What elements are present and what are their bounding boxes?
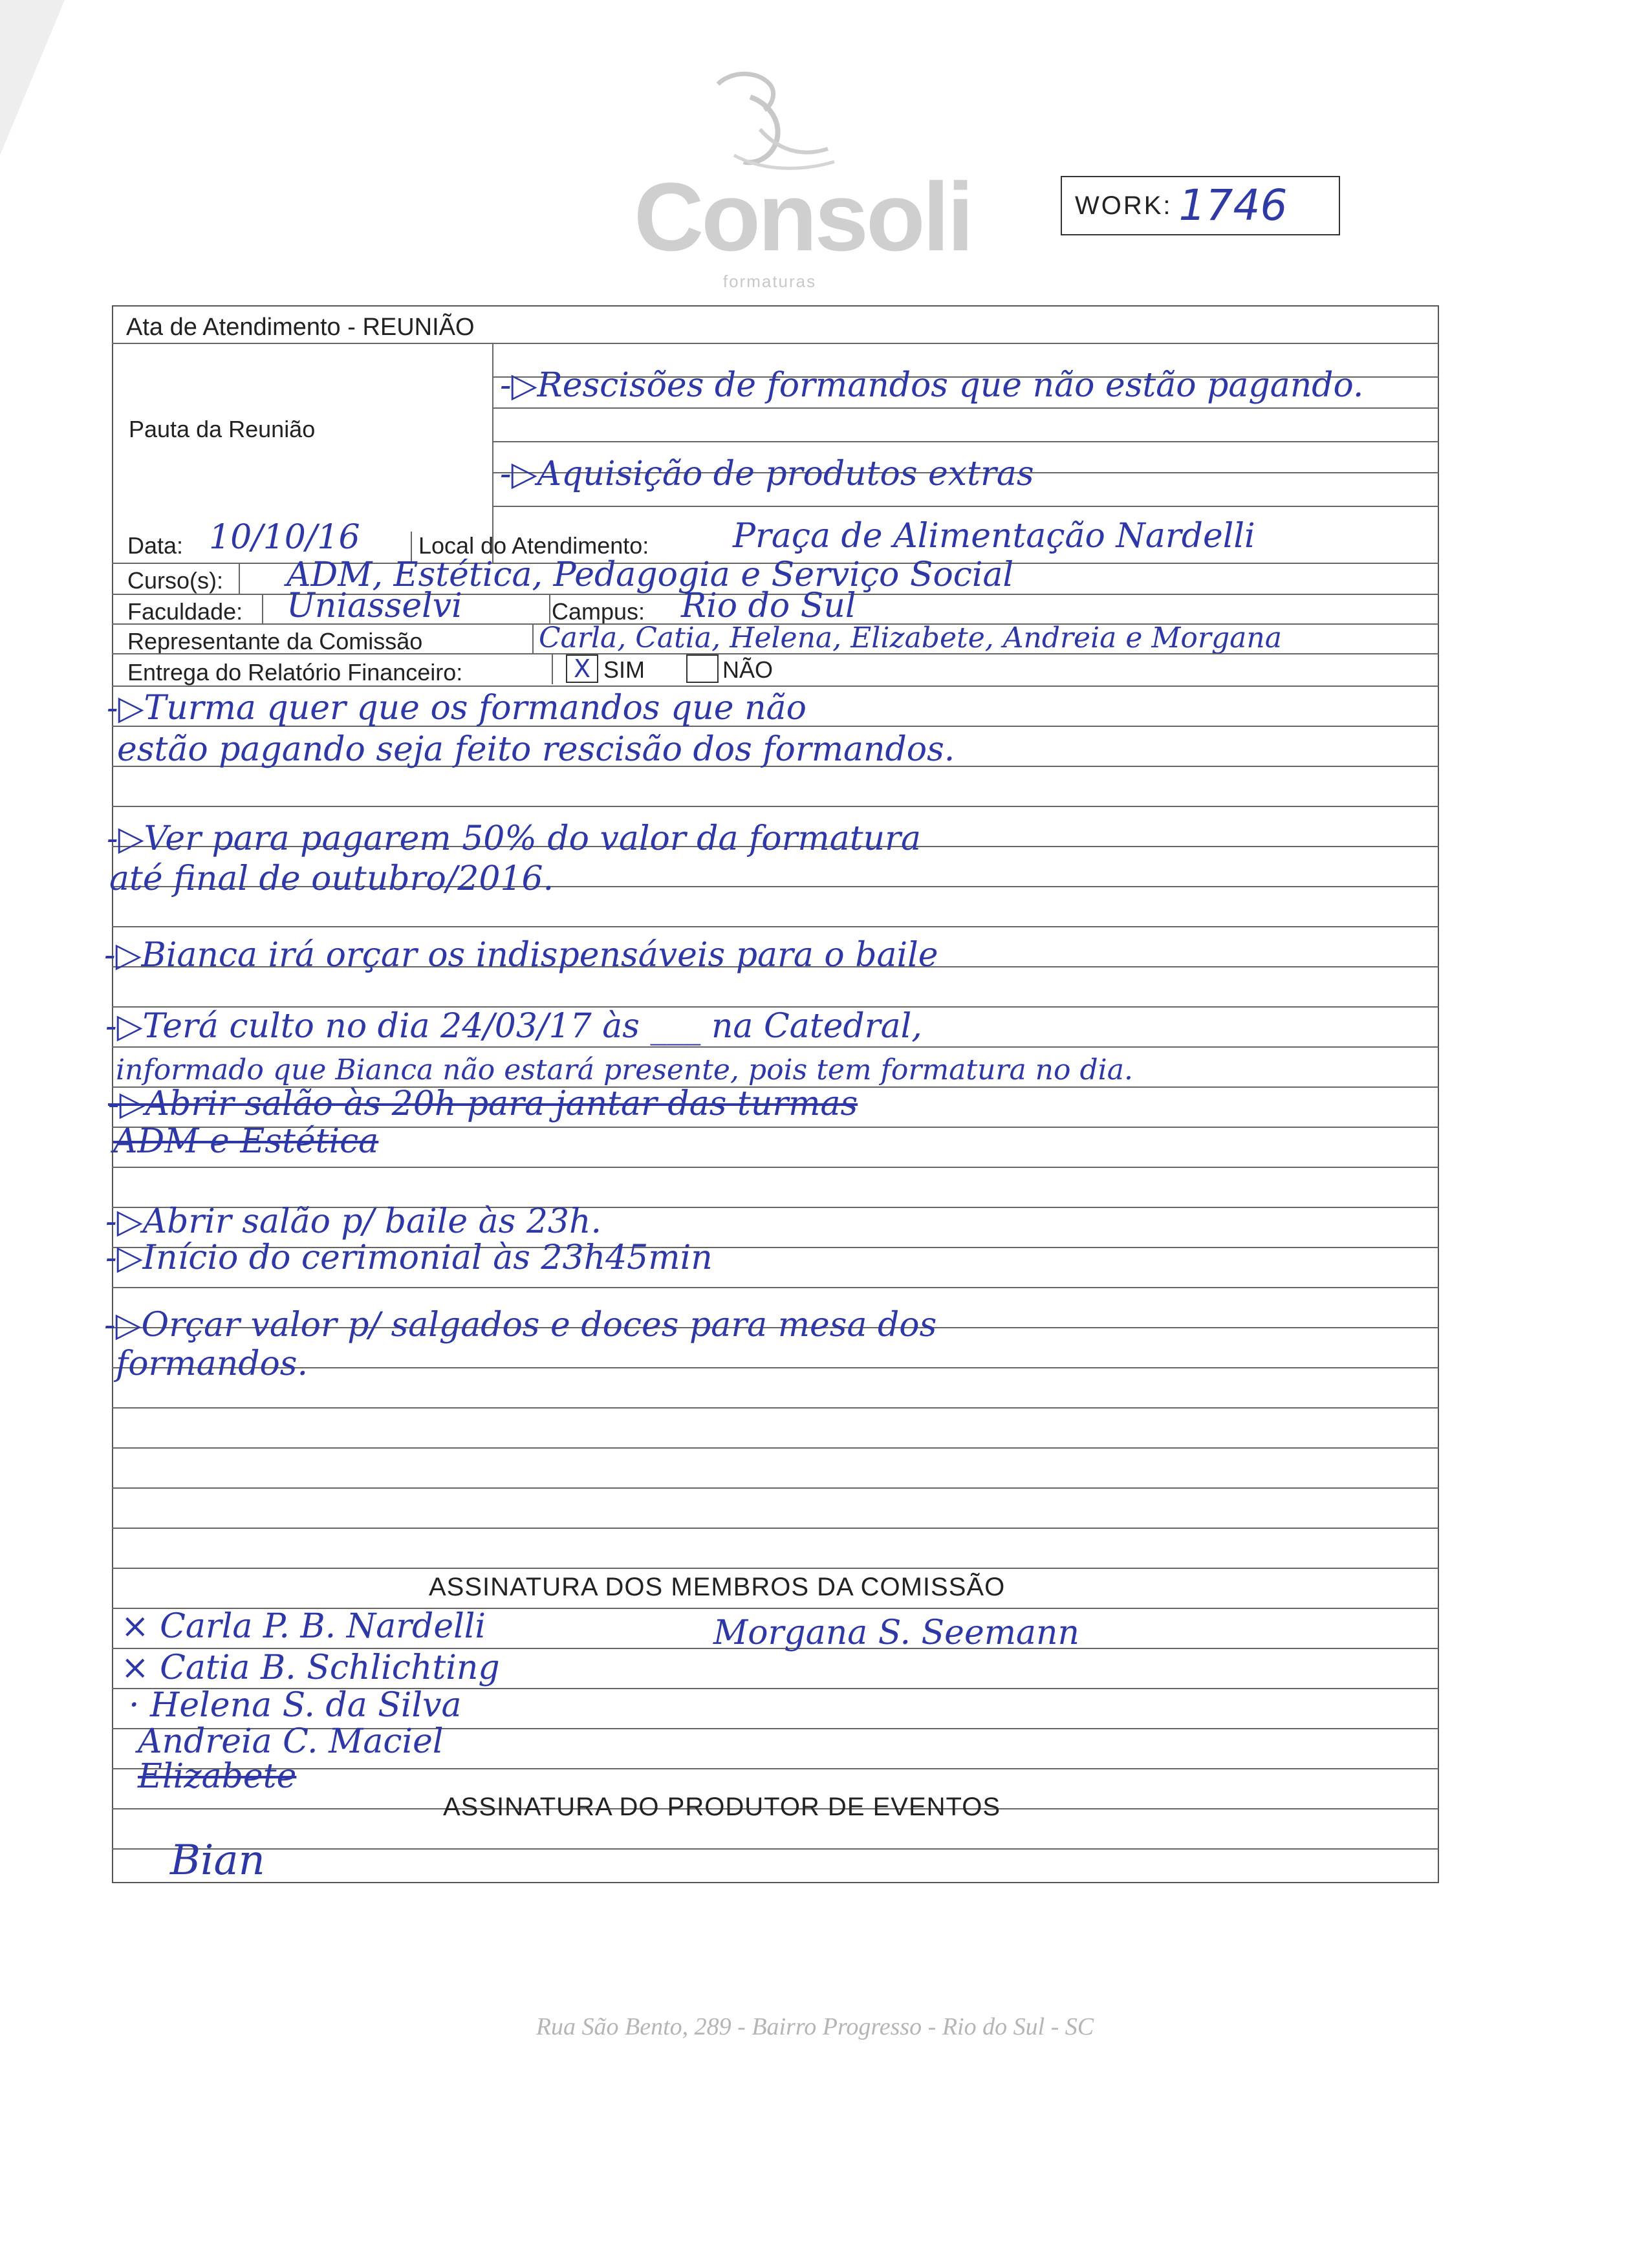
work-label: WORK: [1075, 191, 1173, 220]
ruled-line [112, 1568, 1439, 1569]
local-label: Local do Atendimento: [418, 532, 649, 559]
note-line[interactable]: formandos. [116, 1345, 309, 1383]
faculdade-label: Faculdade: [127, 598, 243, 625]
nao-checkbox[interactable] [686, 654, 719, 683]
entrega-label: Entrega do Relatório Financeiro: [127, 659, 463, 686]
members-signature-heading: ASSINATURA DOS MEMBROS DA COMISSÃO [429, 1573, 1006, 1601]
ruled-line [112, 1407, 1439, 1409]
divider [239, 563, 240, 594]
data-value[interactable]: 10/10/16 [209, 518, 360, 557]
ruled-line [112, 926, 1439, 927]
member-signature[interactable]: Elizabete [138, 1757, 297, 1796]
ruled-line [112, 1487, 1439, 1489]
ruled-line [112, 806, 1439, 807]
divider [492, 441, 1439, 442]
divider [492, 506, 1439, 507]
note-line[interactable]: -▷Turma quer que os formandos que não [107, 689, 807, 728]
ruled-line [112, 1528, 1439, 1529]
representante-value[interactable]: Carla, Catia, Helena, Elizabete, Andreia e Morgana [539, 621, 1282, 654]
divider [492, 343, 493, 563]
sim-label: SIM [603, 656, 645, 683]
divider [532, 623, 534, 653]
work-number[interactable]: 1746 [1178, 180, 1288, 230]
ruled-line [112, 1167, 1439, 1168]
ruled-line [112, 1287, 1439, 1288]
campus-value[interactable]: Rio do Sul [681, 587, 856, 625]
member-signature[interactable]: × Carla P. B. Nardelli [121, 1607, 486, 1646]
note-line[interactable]: -▷Início do cerimonial às 23h45min [105, 1238, 713, 1277]
faculdade-value[interactable]: Uniasselvi [287, 587, 462, 625]
divider [262, 594, 263, 623]
note-line[interactable]: informado que Bianca não estará presente, pois tem formatura no dia. [116, 1053, 1133, 1086]
divider [552, 653, 553, 684]
meeting-minutes-form [104, 305, 1439, 1885]
cursos-value[interactable]: ADM, Estética, Pedagogia e Serviço Social [287, 556, 1014, 594]
data-label: Data: [127, 532, 184, 559]
form-title: Ata de Atendimento - REUNIÃO [126, 314, 475, 341]
note-line[interactable]: -▷Terá culto no dia 24/03/17 às ___ na Catedral, [105, 1007, 922, 1046]
note-line[interactable]: até final de outubro/2016. [109, 859, 554, 898]
cursos-label: Curso(s): [127, 567, 224, 594]
company-logo [621, 58, 971, 291]
ruled-line [112, 1768, 1439, 1769]
ruled-line [112, 1046, 1439, 1048]
ruled-line [112, 1447, 1439, 1449]
note-line-struck[interactable]: ADM e Estética [113, 1122, 379, 1161]
page-corner-fold [0, 0, 65, 155]
campus-label: Campus: [552, 598, 645, 625]
pauta-item[interactable]: -▷Rescisões de formandos que não estão pagando. [500, 366, 1364, 405]
producer-signature[interactable]: Bian [170, 1837, 265, 1885]
member-signature[interactable]: Andreia C. Maciel [138, 1722, 444, 1761]
company-address: Rua São Bento, 289 - Bairro Progresso - Rio do Sul - SC [536, 2013, 1094, 2040]
divider [112, 653, 1439, 654]
note-line[interactable]: -▷Ver para pagarem 50% do valor da formatura [107, 819, 921, 858]
logo-tagline: formaturas [722, 272, 817, 291]
nao-label: NÃO [722, 656, 774, 683]
representante-label: Representante da Comissão [127, 628, 423, 654]
pauta-label: Pauta da Reunião [129, 416, 316, 442]
logo-wordmark: Consoli [634, 162, 971, 271]
producer-signature-heading: ASSINATURA DO PRODUTOR DE EVENTOS [443, 1793, 1001, 1821]
note-line[interactable]: -▷Orçar valor p/ salgados e doces para mesa dos [104, 1306, 937, 1345]
ruled-line [112, 1848, 1439, 1850]
local-value[interactable]: Praça de Alimentação Nardelli [733, 517, 1255, 556]
divider [549, 594, 550, 623]
note-line-struck[interactable]: -▷Abrir salão às 20h para jantar das turmas [108, 1085, 858, 1123]
divider [112, 343, 1439, 344]
note-line[interactable]: estão pagando seja feito rescisão dos formandos. [117, 730, 955, 769]
member-signature[interactable]: Morgana S. Seemann [713, 1614, 1080, 1652]
sim-checkbox[interactable]: X [566, 654, 598, 683]
member-signature[interactable]: × Catia B. Schlichting [121, 1648, 500, 1687]
note-line[interactable]: -▷Abrir salão p/ baile às 23h. [105, 1202, 602, 1241]
pauta-item[interactable]: -▷Aquisição de produtos extras [500, 455, 1034, 493]
divider [112, 686, 1439, 687]
work-number-box [1061, 176, 1340, 235]
member-signature[interactable]: · Helena S. da Silva [129, 1686, 462, 1725]
note-line[interactable]: -▷Bianca irá orçar os indispensáveis para o baile [104, 936, 938, 975]
ruled-line [112, 1367, 1439, 1368]
